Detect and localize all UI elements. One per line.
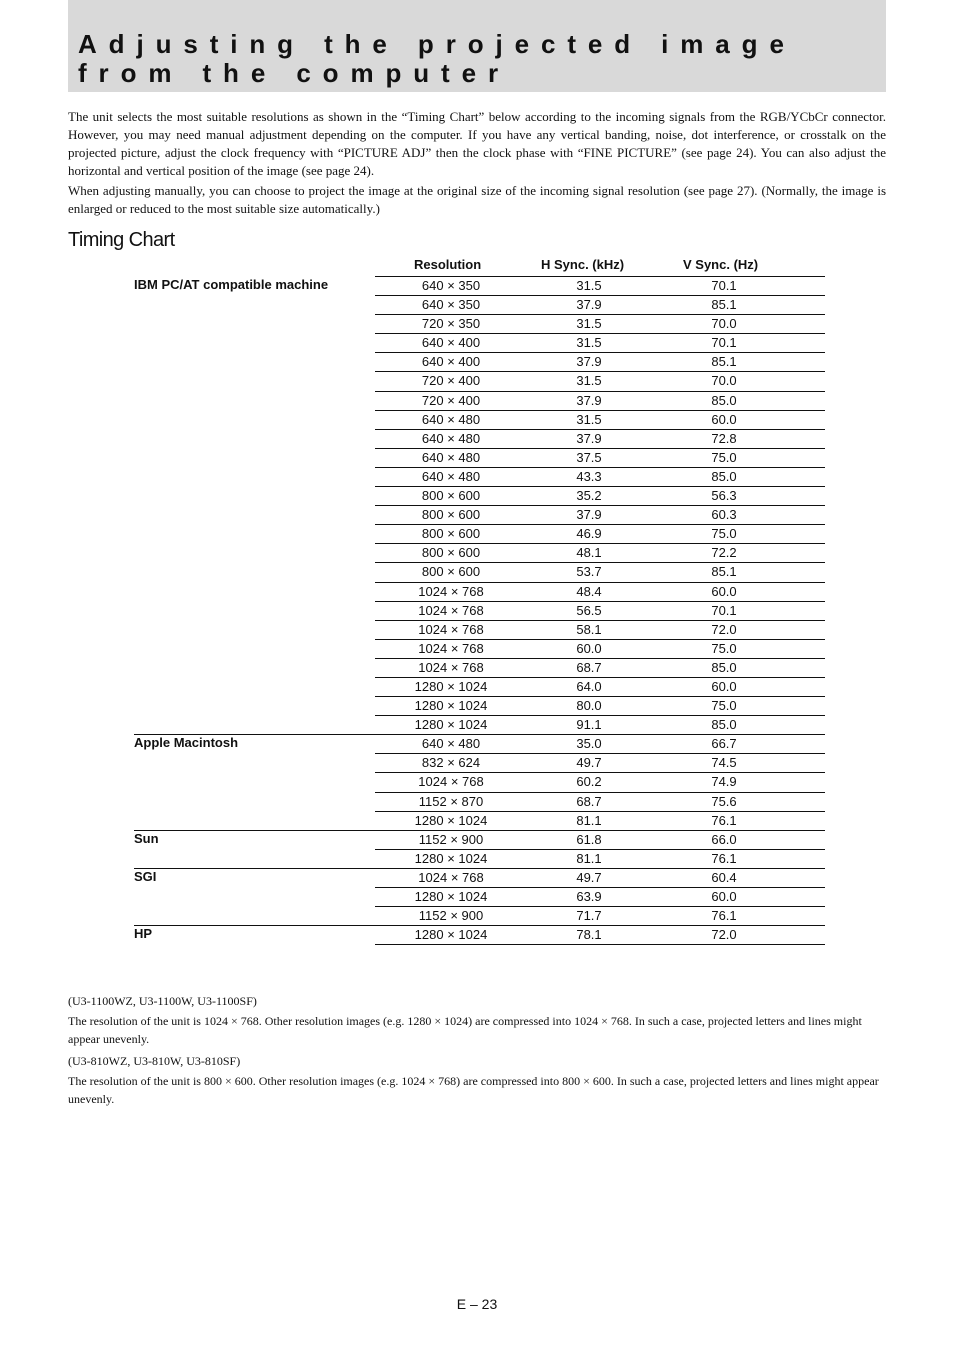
cell-resolution: 640 × 480 bbox=[421, 430, 481, 446]
cell-resolution: 640 × 480 bbox=[421, 449, 481, 465]
cell-h-sync: 37.9 bbox=[576, 392, 602, 408]
cell-v-sync: 70.1 bbox=[711, 278, 737, 293]
cell-v-sync: 76.1 bbox=[711, 850, 737, 866]
cell-h-sync: 56.5 bbox=[576, 602, 602, 618]
cell-v-sync: 75.0 bbox=[711, 449, 737, 465]
group-label: SGI bbox=[134, 868, 157, 884]
cell-v-sync: 76.1 bbox=[711, 908, 737, 924]
cell-h-sync: 37.9 bbox=[576, 297, 602, 313]
cell-resolution: 640 × 480 bbox=[421, 736, 481, 752]
cell-resolution: 832 × 624 bbox=[421, 755, 481, 771]
cell-v-sync: 74.9 bbox=[711, 774, 737, 790]
cell-v-sync: 72.2 bbox=[711, 545, 737, 561]
cell-v-sync: 60.4 bbox=[711, 869, 737, 885]
page-title: Adjusting the projected image from the computer bbox=[78, 29, 796, 88]
group-label: IBM PC/AT compatible machine bbox=[134, 277, 329, 292]
table-row bbox=[375, 391, 825, 410]
cell-resolution: 720 × 400 bbox=[421, 392, 481, 408]
cell-resolution: 1280 × 1024 bbox=[414, 927, 488, 943]
group-divider bbox=[134, 830, 375, 831]
cell-h-sync: 31.5 bbox=[576, 316, 602, 332]
cell-v-sync: 70.0 bbox=[711, 373, 737, 389]
cell-v-sync: 60.0 bbox=[711, 678, 737, 694]
table-row bbox=[375, 371, 825, 390]
cell-h-sync: 68.7 bbox=[576, 659, 602, 675]
cell-v-sync: 60.3 bbox=[711, 507, 737, 523]
cell-v-sync: 56.3 bbox=[711, 488, 737, 504]
cell-h-sync: 35.0 bbox=[576, 736, 602, 752]
table-row bbox=[375, 925, 825, 944]
table-row bbox=[375, 467, 825, 486]
cell-resolution: 1024 × 768 bbox=[418, 869, 484, 885]
table-row bbox=[375, 620, 825, 639]
cell-resolution: 1280 × 1024 bbox=[414, 717, 488, 733]
cell-resolution: 640 × 350 bbox=[421, 297, 481, 313]
table-row bbox=[375, 734, 825, 753]
table-row bbox=[375, 715, 825, 734]
header-resolution: Resolution bbox=[414, 257, 482, 272]
table-row bbox=[375, 830, 825, 849]
timing-table bbox=[134, 276, 825, 945]
cell-v-sync: 85.0 bbox=[711, 659, 737, 675]
cell-h-sync: 78.1 bbox=[576, 927, 602, 943]
cell-v-sync: 85.1 bbox=[711, 564, 737, 580]
table-row bbox=[375, 562, 825, 581]
table-row bbox=[375, 811, 825, 830]
table-row bbox=[375, 352, 825, 371]
cell-v-sync: 70.1 bbox=[711, 335, 737, 351]
group-divider bbox=[134, 868, 375, 869]
table-row bbox=[375, 849, 825, 868]
table-group bbox=[134, 925, 825, 944]
group-divider bbox=[134, 925, 375, 926]
cell-v-sync: 85.1 bbox=[711, 354, 737, 370]
cell-h-sync: 80.0 bbox=[576, 698, 602, 714]
cell-resolution: 640 × 480 bbox=[421, 411, 481, 427]
cell-v-sync: 60.0 bbox=[711, 411, 737, 427]
table-row bbox=[375, 448, 825, 467]
table-row bbox=[375, 868, 825, 887]
cell-h-sync: 91.1 bbox=[576, 717, 602, 733]
table-row bbox=[375, 792, 825, 811]
cell-v-sync: 75.0 bbox=[711, 698, 737, 714]
cell-resolution: 720 × 400 bbox=[421, 373, 481, 389]
cell-resolution: 720 × 350 bbox=[421, 316, 481, 332]
table-row bbox=[375, 314, 825, 333]
cell-v-sync: 60.0 bbox=[711, 889, 737, 904]
group-label: Sun bbox=[134, 830, 159, 846]
cell-resolution: 1024 × 768 bbox=[418, 583, 484, 599]
cell-v-sync: 75.0 bbox=[711, 526, 737, 542]
group-label: HP bbox=[134, 926, 153, 942]
cell-h-sync: 63.9 bbox=[576, 889, 602, 904]
cell-h-sync: 37.9 bbox=[576, 430, 602, 446]
table-row bbox=[375, 658, 825, 677]
cell-v-sync: 66.7 bbox=[711, 736, 737, 752]
cell-h-sync: 53.7 bbox=[576, 564, 602, 580]
cell-h-sync: 43.3 bbox=[576, 468, 602, 484]
cell-v-sync: 72.0 bbox=[711, 927, 737, 943]
cell-resolution: 1024 × 768 bbox=[418, 640, 484, 656]
cell-resolution: 1280 × 1024 bbox=[414, 850, 488, 866]
cell-h-sync: 35.2 bbox=[576, 488, 602, 504]
cell-resolution: 1024 × 768 bbox=[418, 774, 484, 790]
table-row bbox=[375, 333, 825, 352]
cell-v-sync: 76.1 bbox=[711, 812, 737, 828]
cell-resolution: 800 × 600 bbox=[421, 488, 481, 504]
cell-h-sync: 37.9 bbox=[576, 507, 602, 523]
table-row bbox=[375, 582, 825, 601]
cell-resolution: 1152 × 900 bbox=[418, 831, 484, 847]
cell-h-sync: 58.1 bbox=[576, 621, 602, 637]
cell-resolution: 1280 × 1024 bbox=[414, 812, 488, 828]
cell-resolution: 1024 × 768 bbox=[418, 621, 484, 637]
table-row bbox=[375, 505, 825, 524]
intro-paragraph-1: The unit selects the most suitable resolutions as shown in the “Timing Chart” below according to the incoming signals from the RGB/YCbCr connector. However, you may need manual adjustment depending on the computer. If you have any vertical banding, noise, dot interference, or crosstalk on the projected picture, adjust the clock frequency with “PICTURE ADJ” then the clock phase with “FINE PICTURE” (see page 24). You can also adjust the horizontal and vertical position of the image (see page 24). bbox=[68, 109, 886, 178]
section-title: Timing Chart bbox=[68, 229, 175, 251]
header-v-sync: V Sync. (Hz) bbox=[683, 257, 759, 272]
cell-h-sync: 31.5 bbox=[576, 278, 602, 293]
intro-paragraph-2: When adjusting manually, you can choose to project the image at the original size of the incoming signal resolution (see page 27). (Normally, the image is enlarged or reduced to the most suitable size automatically.) bbox=[68, 183, 886, 216]
table-row bbox=[375, 906, 825, 925]
cell-resolution: 800 × 600 bbox=[421, 564, 481, 580]
cell-v-sync: 85.1 bbox=[711, 297, 737, 313]
note-text: The resolution of the unit is 1024 × 768. Other resolution images (e.g. 1280 × 1024) are compressed into 1024 × 768. In such a case, projected letters and lines might appear unevenly. bbox=[68, 1014, 862, 1046]
table-row bbox=[375, 677, 825, 696]
table-row bbox=[375, 753, 825, 772]
table-header bbox=[0, 257, 954, 275]
cell-h-sync: 60.2 bbox=[576, 774, 602, 790]
cell-v-sync: 75.0 bbox=[711, 640, 737, 656]
cell-h-sync: 49.7 bbox=[576, 755, 602, 771]
group-label: Apple Macintosh bbox=[134, 735, 239, 751]
table-group bbox=[134, 276, 825, 734]
table-row bbox=[375, 601, 825, 620]
cell-h-sync: 46.9 bbox=[576, 526, 602, 542]
table-group bbox=[134, 830, 825, 868]
notes bbox=[68, 992, 886, 1112]
table-row bbox=[375, 295, 825, 314]
cell-v-sync: 66.0 bbox=[711, 831, 737, 847]
cell-v-sync: 74.5 bbox=[711, 755, 737, 771]
table-row bbox=[375, 486, 825, 505]
cell-h-sync: 37.9 bbox=[576, 354, 602, 370]
cell-v-sync: 72.8 bbox=[711, 430, 737, 446]
header-h-sync: H Sync. (kHz) bbox=[541, 257, 625, 272]
cell-resolution: 1152 × 900 bbox=[418, 908, 484, 924]
cell-h-sync: 61.8 bbox=[576, 831, 602, 847]
table-row bbox=[375, 429, 825, 448]
cell-resolution: 800 × 600 bbox=[421, 545, 481, 561]
page-number: E – 23 bbox=[456, 1296, 498, 1312]
cell-resolution: 1280 × 1024 bbox=[414, 678, 488, 694]
table-row bbox=[375, 887, 825, 906]
cell-resolution: 640 × 480 bbox=[421, 468, 481, 484]
cell-h-sync: 71.7 bbox=[576, 908, 602, 924]
intro-text bbox=[68, 108, 886, 218]
table-row bbox=[375, 772, 825, 791]
cell-h-sync: 31.5 bbox=[576, 373, 602, 389]
cell-h-sync: 60.0 bbox=[576, 640, 602, 656]
cell-v-sync: 75.6 bbox=[711, 793, 737, 809]
cell-h-sync: 64.0 bbox=[576, 678, 602, 694]
cell-h-sync: 31.5 bbox=[576, 411, 602, 427]
cell-h-sync: 37.5 bbox=[576, 449, 602, 465]
table-row bbox=[375, 410, 825, 429]
cell-resolution: 640 × 400 bbox=[421, 335, 481, 351]
cell-resolution: 1280 × 1024 bbox=[414, 698, 488, 714]
cell-h-sync: 49.7 bbox=[576, 869, 602, 885]
cell-h-sync: 68.7 bbox=[576, 793, 602, 809]
cell-v-sync: 85.0 bbox=[711, 468, 737, 484]
cell-resolution: 1024 × 768 bbox=[418, 602, 484, 618]
table-row bbox=[375, 543, 825, 562]
cell-resolution: 640 × 400 bbox=[421, 354, 481, 370]
table-bottom-rule bbox=[375, 944, 825, 945]
note-models: (U3-1100WZ, U3-1100W, U3-1100SF) bbox=[68, 994, 257, 1008]
cell-resolution: 800 × 600 bbox=[421, 526, 481, 542]
cell-h-sync: 48.4 bbox=[576, 583, 602, 599]
cell-v-sync: 72.0 bbox=[711, 621, 737, 637]
cell-h-sync: 81.1 bbox=[576, 812, 602, 828]
table-row bbox=[375, 639, 825, 658]
cell-v-sync: 70.1 bbox=[711, 602, 737, 618]
cell-v-sync: 85.0 bbox=[711, 392, 737, 408]
cell-v-sync: 70.0 bbox=[711, 316, 737, 332]
cell-h-sync: 31.5 bbox=[576, 335, 602, 351]
cell-resolution: 640 × 350 bbox=[421, 278, 481, 293]
cell-resolution: 800 × 600 bbox=[421, 507, 481, 523]
cell-v-sync: 85.0 bbox=[711, 717, 737, 733]
cell-resolution: 1024 × 768 bbox=[418, 659, 484, 675]
table-row bbox=[375, 276, 825, 295]
cell-resolution: 1152 × 870 bbox=[418, 793, 484, 809]
table-row bbox=[375, 524, 825, 543]
note-models: (U3-810WZ, U3-810W, U3-810SF) bbox=[68, 1054, 241, 1068]
cell-resolution: 1280 × 1024 bbox=[414, 889, 488, 904]
table-row bbox=[375, 696, 825, 715]
cell-v-sync: 60.0 bbox=[711, 583, 737, 599]
table-group bbox=[134, 734, 825, 829]
note-text: The resolution of the unit is 800 × 600. Other resolution images (e.g. 1024 × 768) are compressed into 800 × 600. In such a case, projected letters and lines might appear unevenly. bbox=[68, 1074, 879, 1106]
cell-h-sync: 48.1 bbox=[576, 545, 602, 561]
table-group bbox=[134, 868, 825, 925]
cell-h-sync: 81.1 bbox=[576, 850, 602, 866]
